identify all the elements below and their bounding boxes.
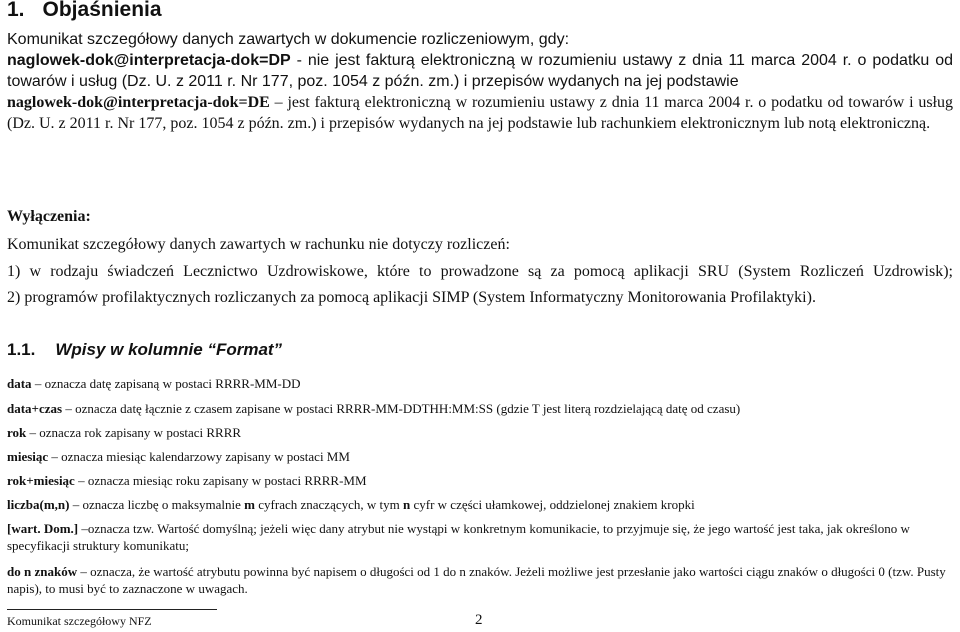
definition-term: rok+miesiąc [7, 473, 75, 488]
footer-label: Komunikat szczegółowy NFZ [7, 614, 152, 628]
de-paragraph [7, 92, 953, 134]
definition-item [7, 472, 953, 489]
page-heading [7, 0, 953, 22]
heading-title: Objaśnienia [42, 0, 162, 21]
definition-item [7, 448, 953, 465]
definition-text: – oznacza, że wartość atrybutu powinna być napisem o długości od 1 do n znaków. Jeżeli możliwe jest przesłanie jako wartości ciągu znaków o długości 0 (tzw. Pusty napis), to musi być to zaznaczone w uwagach. [7, 564, 946, 596]
definition-text: cyfr w części ułamkowej, oddzielonej znakiem kropki [410, 497, 695, 512]
definition-item [7, 400, 953, 417]
heading-number: 1. [7, 0, 25, 21]
section-title: Wpisy w kolumnie “Format” [55, 340, 283, 359]
intro-line: Komunikat szczegółowy danych zawartych w dokumencie rozliczeniowym, gdy: [7, 31, 570, 48]
section-number: 1.1. [7, 340, 36, 359]
definition-term: data+czas [7, 401, 63, 416]
de-code: naglowek-dok@interpretacja-dok=DE [7, 94, 270, 111]
exclusion-item-2: 2) programów profilaktycznych rozliczanych za pomocą aplikacji SIMP (System Informatyczny Monitorowania Profilaktyki). [7, 289, 816, 306]
dp-code: naglowek-dok@interpretacja-dok=DP [7, 52, 291, 69]
definition-term: miesiąc [7, 449, 49, 464]
definition-term: do n znaków [7, 564, 78, 579]
exclusions-intro: Komunikat szczegółowy danych zawartych w rachunku nie dotyczy rozliczeń: [7, 236, 510, 253]
exclusions-title: Wyłączenia: [7, 208, 91, 225]
definition-text: – oznacza datę łącznie z czasem zapisane w postaci RRRR-MM-DDTHH:MM:SS (gdzie T jest literą rozdzielającą datę od czasu) [62, 401, 741, 416]
definition-item [7, 375, 953, 392]
definition-term: rok [7, 425, 27, 440]
page-number: 2 [475, 612, 483, 628]
definition-text: – oznacza miesiąc kalendarzowy zapisany w postaci MM [48, 449, 350, 464]
definition-text: –oznacza tzw. Wartość domyślną; jeżeli więc dany atrybut nie wystąpi w konkretnym komunikacie, to przyjmuje się, że jego wartość jest taka, jak określono w specyfikacji struktury komunikatu; [7, 521, 910, 553]
definition-text: – oznacza datę zapisaną w postaci RRRR-MM-DD [31, 376, 301, 391]
definition-item [7, 563, 953, 597]
definition-item [7, 496, 953, 513]
definition-item [7, 424, 953, 441]
dp-text: - nie jest fakturą elektroniczną w rozumieniu ustawy z dnia 11 marca 2004 r. o podatku od towarów i usług (Dz. U. z 2011 r. Nr 177, poz. 1054 z późn. zm.) i przepisów wydanych na jej podstawie [7, 52, 953, 90]
footer-divider [7, 609, 217, 610]
definition-text: – oznacza miesiąc roku zapisany w postaci RRRR-MM [74, 473, 367, 488]
definition-var-n: n [403, 497, 411, 512]
intro-paragraph [7, 29, 953, 92]
definition-text: cyfrach znaczących, w tym [255, 497, 403, 512]
definition-text: – oznacza liczbę o maksymalnie [69, 497, 245, 512]
definition-item [7, 520, 953, 554]
de-text: – jest fakturą elektroniczną w rozumieniu ustawy z dnia 11 marca 2004 r. o podatku od towarów i usług (Dz. U. z 2011 r. Nr 177, poz. 1054 z późn. zm.) i przepisów wydanych na jej podstawie lub rachunkiem elektronicznym lub notą elektroniczną. [7, 94, 953, 132]
section-heading [7, 340, 953, 360]
exclusion-item-1: 1) w rodzaju świadczeń Lecznictwo Uzdrowiskowe, które to prowadzone są za pomocą aplikacji SRU (System Rozliczeń Uzdrowisk); [7, 263, 953, 280]
definition-term: liczba(m,n) [7, 497, 70, 512]
definition-text: – oznacza rok zapisany w postaci RRRR [26, 425, 242, 440]
definition-var-m: m [244, 497, 256, 512]
definition-term: [wart. Dom.] [7, 521, 79, 536]
definition-term: data [7, 376, 32, 391]
